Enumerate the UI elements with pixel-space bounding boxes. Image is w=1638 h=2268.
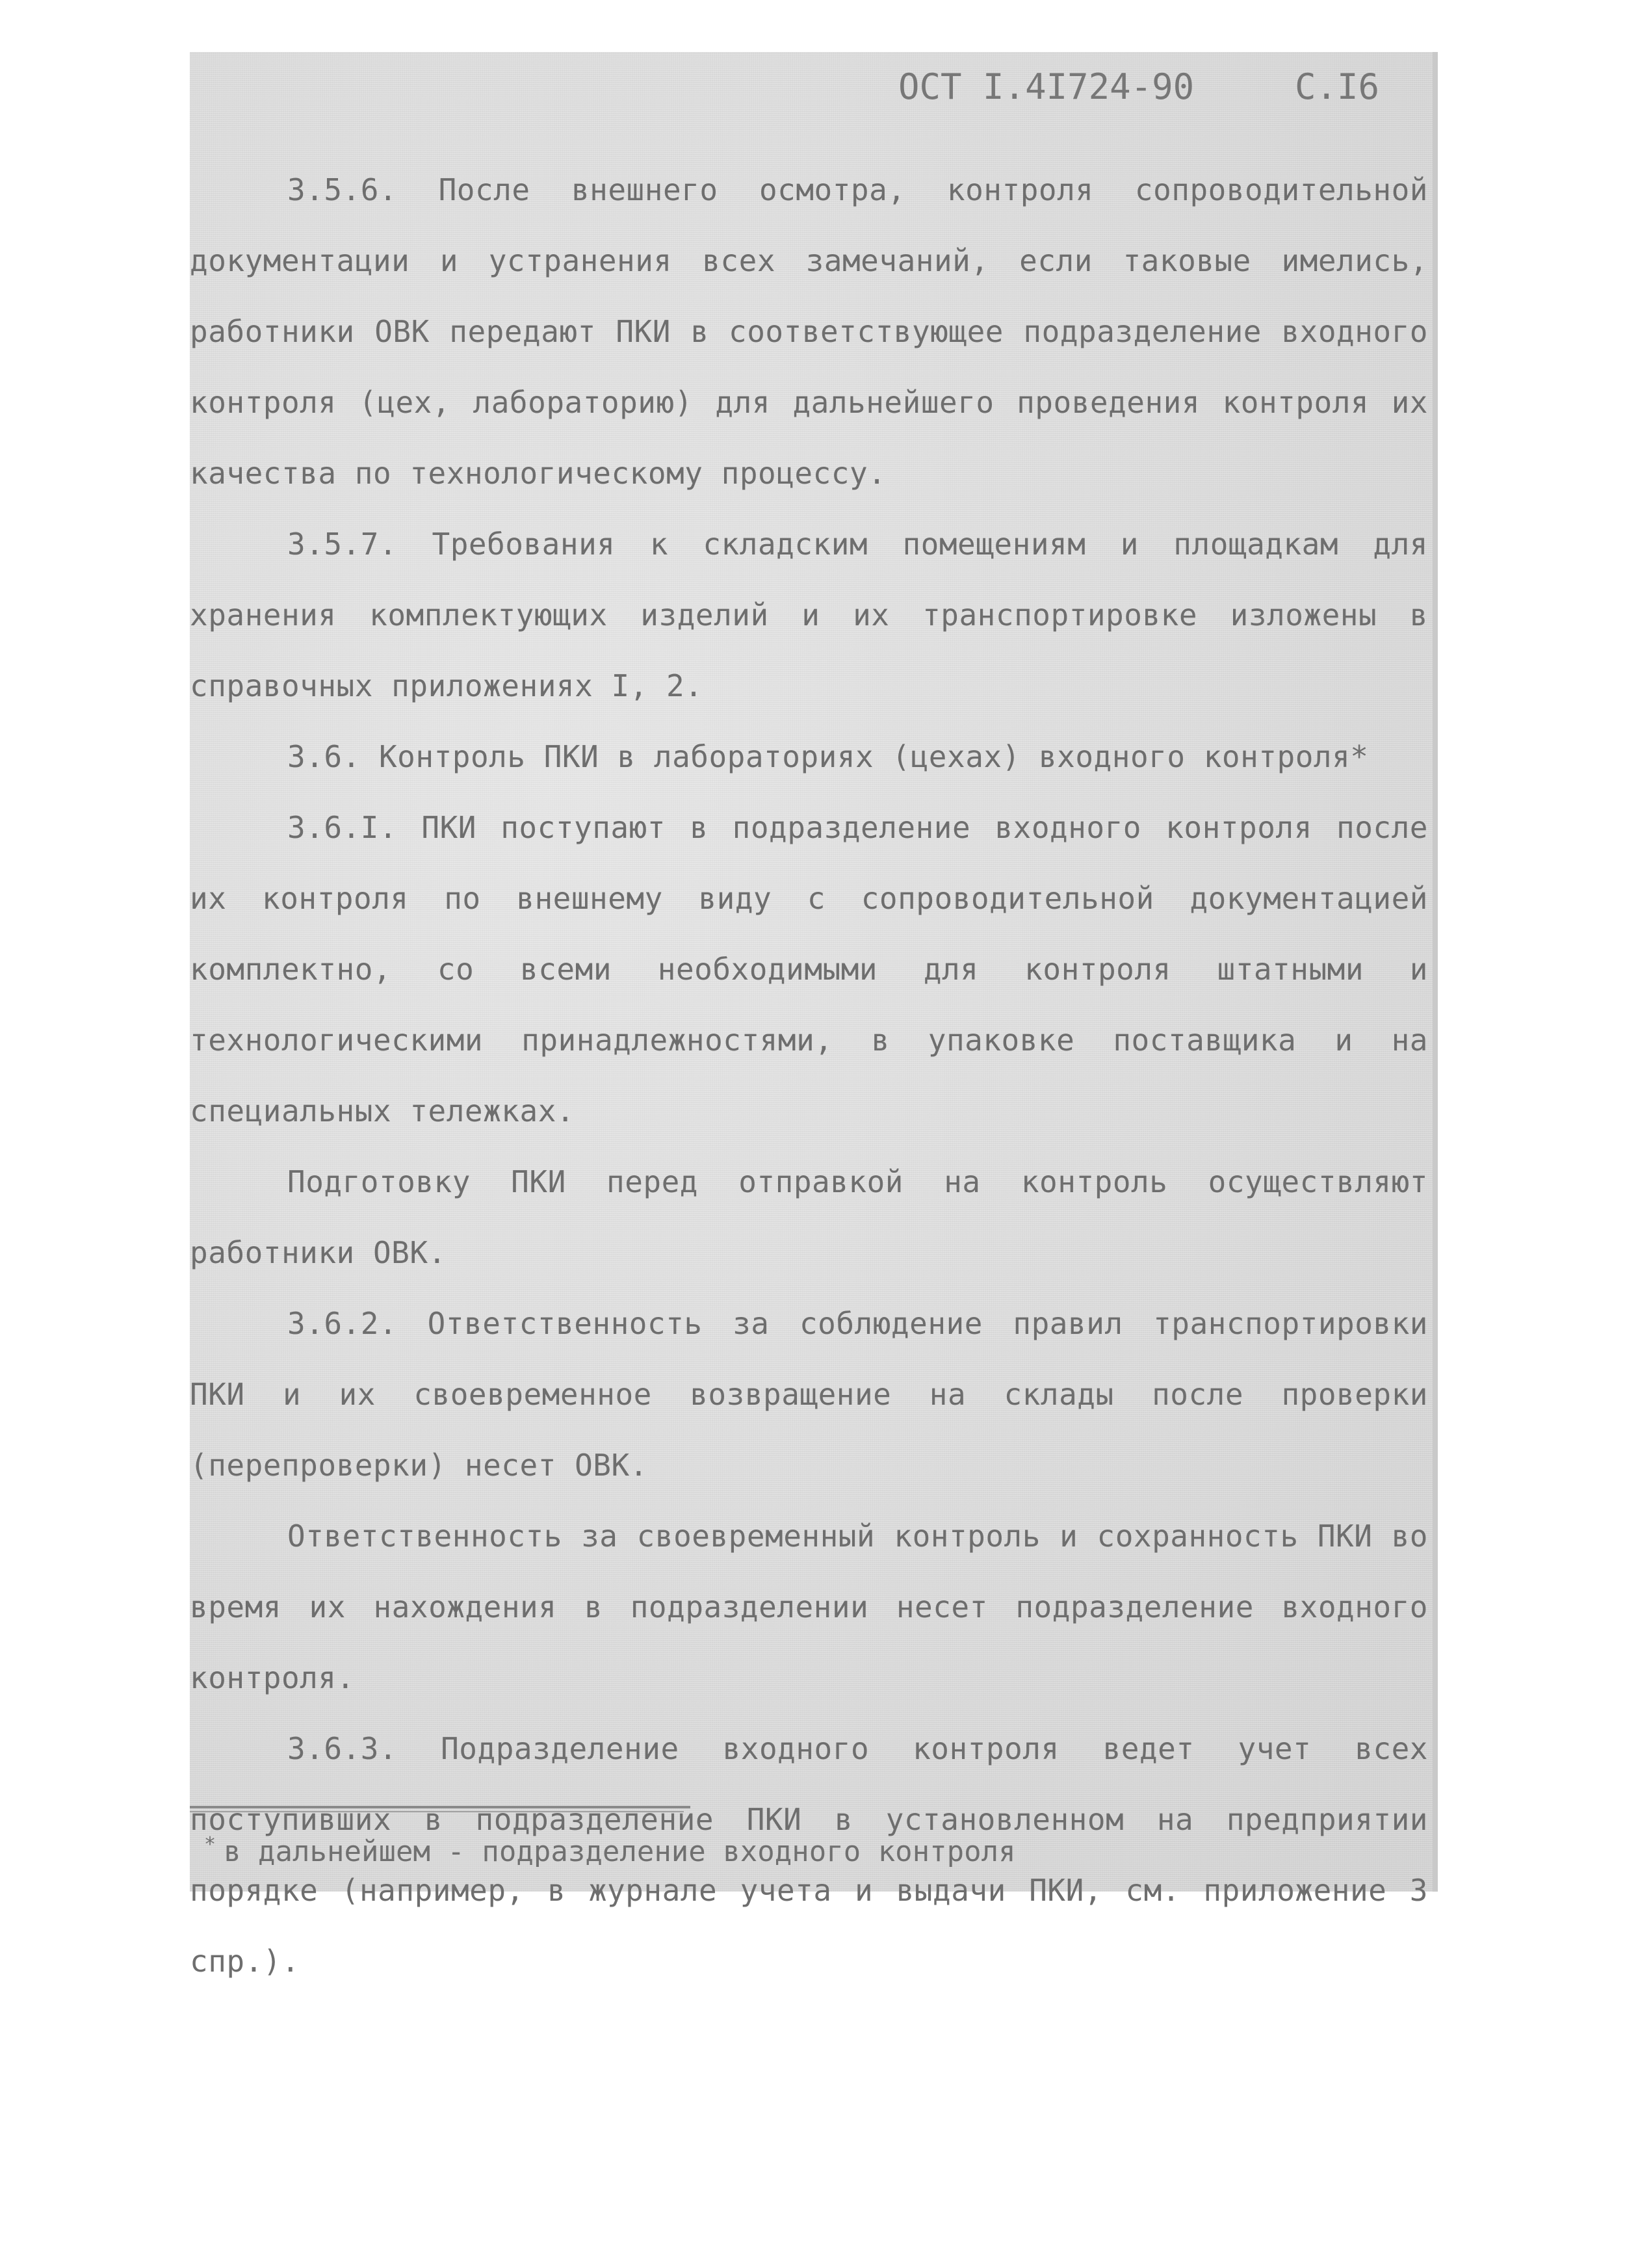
footnote-divider [190, 1806, 690, 1808]
paragraph-3-6-1: 3.6.I. ПКИ поступают в подразделение входного контроля после их контроля по внешнему виду с сопроводительной документацией комплектно, со всеми необходимыми для контроля штатными и технологическими принадлежностями, в упаковке поставщика и на специальных тележках. [190, 810, 1428, 1128]
footnote-text: в дальнейшем - подразделение входного контроля [224, 1835, 1016, 1868]
scanned-page [190, 52, 1438, 1979]
document-code: ОСТ I.4I724-90 [898, 66, 1195, 107]
page-number: С.I6 [1295, 66, 1380, 107]
footnote [204, 1833, 1016, 1868]
paragraph-3-5-7: 3.5.7. Требования к складским помещениям и площадкам для хранения комплектующих изделий и их транспортировке изложены в справочных приложениях I, 2. [190, 527, 1428, 703]
paragraph-3-6-3: 3.6.3. Подразделение входного контроля ведет учет всех поступивших в подразделение ПКИ в установленном на предприятии порядке (например, в журнале учета и выдачи ПКИ, см. приложение 3 спр.). [190, 1731, 1428, 1979]
paragraph-preparation: Подготовку ПКИ перед отправкой на контроль осуществляют работники ОВК. [190, 1164, 1428, 1270]
page-header [190, 66, 1438, 125]
paragraph-3-5-6: 3.5.6. После внешнего осмотра, контроля сопроводительной документации и устранения всех замечаний, если таковые имелись, работники ОВК передают ПКИ в соответствующее подразделение входного контроля (цех, лабораторию) для дальнейшего проведения контроля их качества по технологическому процессу. [190, 172, 1428, 491]
page-edge-shadow [1433, 52, 1438, 1892]
paragraph-responsibility: Ответственность за своевременный контроль и сохранность ПКИ во время их нахождения в подразделении несет подразделение входного контроля. [190, 1519, 1428, 1695]
footnote-mark: * [204, 1833, 216, 1856]
body-text [190, 155, 1428, 1997]
footnote-divider-inner [190, 1811, 684, 1812]
section-heading-3-6: 3.6. Контроль ПКИ в лабораториях (цехах) входного контроля* [287, 739, 1369, 774]
paragraph-3-6-2: 3.6.2. Ответственность за соблюдение правил транспортировки ПКИ и их своевременное возвращение на склады после проверки (перепроверки) несет ОВК. [190, 1306, 1428, 1483]
